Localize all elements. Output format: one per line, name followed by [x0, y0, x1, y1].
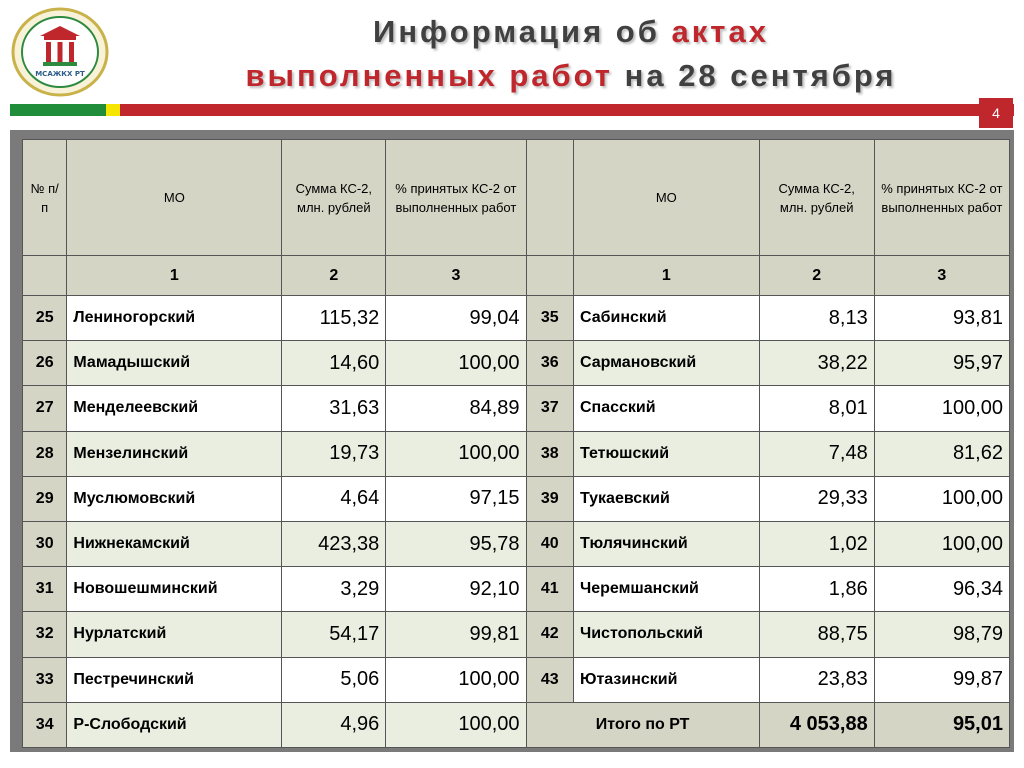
- page-number-badge: 4: [979, 98, 1013, 128]
- pct-value: 99,81: [386, 612, 526, 657]
- index-cell: 2: [759, 256, 874, 296]
- sum-value: 7,48: [759, 431, 874, 476]
- row-number: 39: [526, 476, 573, 521]
- header-sum-right: Сумма КС-2, млн. рублей: [759, 140, 874, 256]
- sum-value: 1,86: [759, 567, 874, 612]
- mo-name: Тюлячинский: [573, 521, 759, 566]
- header-mo-left: МО: [67, 140, 282, 256]
- mo-name: Пестречинский: [67, 657, 282, 702]
- sum-value: 38,22: [759, 341, 874, 386]
- mo-name: Чистопольский: [573, 612, 759, 657]
- mo-name: Сармановский: [573, 341, 759, 386]
- sum-value: 8,13: [759, 296, 874, 341]
- decor-stripe: [10, 104, 1014, 116]
- table-row: [23, 612, 1010, 657]
- table-row: [23, 296, 1010, 341]
- row-number: 42: [526, 612, 573, 657]
- sum-value: 19,73: [282, 431, 386, 476]
- table-frame: [10, 130, 1014, 752]
- mo-name: Мамадышский: [67, 341, 282, 386]
- row-number: 26: [23, 341, 67, 386]
- mo-name: Черемшанский: [573, 567, 759, 612]
- mo-name: Лениногорский: [67, 296, 282, 341]
- row-number: 34: [23, 702, 67, 747]
- index-cell: [526, 256, 573, 296]
- table-row: [23, 386, 1010, 431]
- mo-name: Менделеевский: [67, 386, 282, 431]
- table-row: [23, 702, 1010, 747]
- table-row: [23, 341, 1010, 386]
- sum-value: 31,63: [282, 386, 386, 431]
- pct-value: 81,62: [874, 431, 1009, 476]
- sum-value: 54,17: [282, 612, 386, 657]
- table-row: [23, 431, 1010, 476]
- pct-value: 100,00: [386, 702, 526, 747]
- mo-name: Спасский: [573, 386, 759, 431]
- pct-value: 99,87: [874, 657, 1009, 702]
- pct-value: 98,79: [874, 612, 1009, 657]
- index-cell: 2: [282, 256, 386, 296]
- row-number: 32: [23, 612, 67, 657]
- pct-value: 95,78: [386, 521, 526, 566]
- row-number: 28: [23, 431, 67, 476]
- pct-value: 96,34: [874, 567, 1009, 612]
- index-cell: 3: [874, 256, 1009, 296]
- pct-value: 100,00: [874, 386, 1009, 431]
- row-number: 27: [23, 386, 67, 431]
- row-number: 36: [526, 341, 573, 386]
- row-number: 33: [23, 657, 67, 702]
- pct-value: 100,00: [874, 521, 1009, 566]
- sum-value: 5,06: [282, 657, 386, 702]
- pct-value: 97,15: [386, 476, 526, 521]
- pct-value: 93,81: [874, 296, 1009, 341]
- sum-value: 29,33: [759, 476, 874, 521]
- sum-value: 23,83: [759, 657, 874, 702]
- index-cell: 1: [67, 256, 282, 296]
- row-number: 35: [526, 296, 573, 341]
- logo-caption: МСАЖКХ РТ: [35, 70, 85, 78]
- index-cell: 1: [573, 256, 759, 296]
- row-number: 25: [23, 296, 67, 341]
- row-number: 43: [526, 657, 573, 702]
- header-mo-right: МО: [573, 140, 759, 256]
- title-accent-2: выполненных работ: [245, 58, 613, 93]
- ministry-logo: [10, 6, 110, 98]
- pct-value: 95,97: [874, 341, 1009, 386]
- table-row: [23, 476, 1010, 521]
- page-title: [118, 10, 1024, 98]
- row-number: 38: [526, 431, 573, 476]
- mo-name: Нижнекамский: [67, 521, 282, 566]
- table-row: [23, 657, 1010, 702]
- mo-name: Нурлатский: [67, 612, 282, 657]
- table-row: [23, 567, 1010, 612]
- mo-name: Мензелинский: [67, 431, 282, 476]
- pct-value: 100,00: [386, 431, 526, 476]
- sum-value: 4,64: [282, 476, 386, 521]
- sum-value: 1,02: [759, 521, 874, 566]
- mo-name: Муслюмовский: [67, 476, 282, 521]
- sum-value: 423,38: [282, 521, 386, 566]
- pct-value: 100,00: [874, 476, 1009, 521]
- title-line1: Информация об: [373, 14, 672, 49]
- header-num-left: № п/п: [23, 140, 67, 256]
- table-row: [23, 521, 1010, 566]
- sum-value: 88,75: [759, 612, 874, 657]
- title-accent-1: актах: [671, 14, 769, 49]
- mo-name: Новошешминский: [67, 567, 282, 612]
- mo-name: Тукаевский: [573, 476, 759, 521]
- header-num-right: [526, 140, 573, 256]
- title-line2: на 28 сентября: [613, 58, 897, 93]
- total-sum: 4 053,88: [759, 702, 874, 747]
- mo-name: Р-Слободский: [67, 702, 282, 747]
- pct-value: 100,00: [386, 341, 526, 386]
- pct-value: 92,10: [386, 567, 526, 612]
- row-number: 37: [526, 386, 573, 431]
- row-number: 41: [526, 567, 573, 612]
- index-cell: [23, 256, 67, 296]
- total-label: Итого по РТ: [526, 702, 759, 747]
- mo-name: Сабинский: [573, 296, 759, 341]
- row-number: 30: [23, 521, 67, 566]
- sum-value: 3,29: [282, 567, 386, 612]
- row-number: 40: [526, 521, 573, 566]
- pct-value: 99,04: [386, 296, 526, 341]
- row-number: 31: [23, 567, 67, 612]
- index-cell: 3: [386, 256, 526, 296]
- pct-value: 100,00: [386, 657, 526, 702]
- header-pct-right: % принятых КС-2 от выполненных работ: [874, 140, 1009, 256]
- sum-value: 115,32: [282, 296, 386, 341]
- sum-value: 4,96: [282, 702, 386, 747]
- row-number: 29: [23, 476, 67, 521]
- total-pct: 95,01: [874, 702, 1009, 747]
- sum-value: 8,01: [759, 386, 874, 431]
- header-pct-left: % принятых КС-2 от выполненных работ: [386, 140, 526, 256]
- mo-name: Ютазинский: [573, 657, 759, 702]
- header-sum-left: Сумма КС-2, млн. рублей: [282, 140, 386, 256]
- acts-table: [22, 139, 1010, 748]
- pct-value: 84,89: [386, 386, 526, 431]
- sum-value: 14,60: [282, 341, 386, 386]
- mo-name: Тетюшский: [573, 431, 759, 476]
